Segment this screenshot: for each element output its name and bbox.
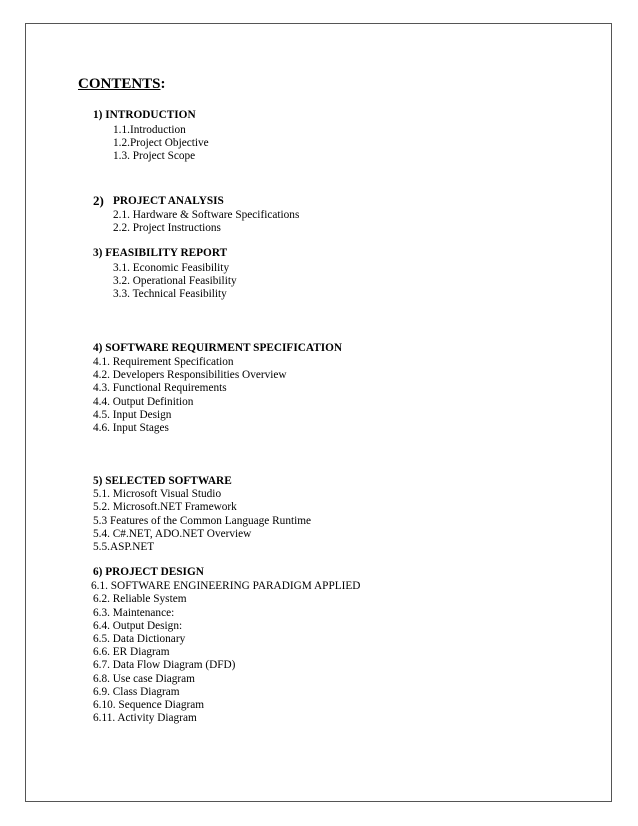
toc-item: 2.2. Project Instructions <box>113 222 221 234</box>
contents-title: CONTENTS <box>78 76 161 92</box>
contents-heading <box>78 76 166 93</box>
toc-item: 4.5. Input Design <box>93 409 172 421</box>
toc-item: 6.1. SOFTWARE ENGINEERING PARADIGM APPLIED <box>91 580 361 592</box>
toc-item: 1.1.Introduction <box>113 124 186 136</box>
toc-item: 3.2. Operational Feasibility <box>113 275 237 287</box>
toc-item: 6.3. Maintenance: <box>93 607 175 619</box>
toc-item: 4.1. Requirement Specification <box>93 356 234 368</box>
toc-item: 6.9. Class Diagram <box>93 686 180 698</box>
toc-item: 5.4. C#.NET, ADO.NET Overview <box>93 528 252 540</box>
section-4-title: 4) SOFTWARE REQUIRMENT SPECIFICATION <box>93 342 343 354</box>
toc-item: 5.3 Features of the Common Language Runtime <box>93 515 312 527</box>
section-5-title: 5) SELECTED SOFTWARE <box>93 475 232 487</box>
section-2-number: 2) <box>93 193 104 208</box>
toc-item: 6.6. ER Diagram <box>93 646 170 658</box>
toc-item: 5.2. Microsoft.NET Framework <box>93 501 237 513</box>
toc-item: 6.5. Data Dictionary <box>93 633 186 645</box>
section-6-title: 6) PROJECT DESIGN <box>93 566 204 578</box>
toc-item: 4.2. Developers Responsibilities Overview <box>93 369 287 381</box>
section-1-title: 1) INTRODUCTION <box>93 109 196 121</box>
toc-item: 6.7. Data Flow Diagram (DFD) <box>93 659 236 671</box>
toc-item: 6.11. Activity Diagram <box>93 712 197 724</box>
toc-item: 4.4. Output Definition <box>93 396 194 408</box>
toc-item: 3.1. Economic Feasibility <box>113 262 230 274</box>
section-3-title: 3) FEASIBILITY REPORT <box>93 247 228 259</box>
toc-item: 2.1. Hardware & Software Specifications <box>113 209 300 221</box>
contents-colon: : <box>160 76 166 92</box>
toc-item: 1.2.Project Objective <box>113 137 209 149</box>
section-2-title: PROJECT ANALYSIS <box>113 195 224 207</box>
toc-item: 6.8. Use case Diagram <box>93 673 195 685</box>
toc-item: 3.3. Technical Feasibility <box>113 288 227 300</box>
toc-item: 6.10. Sequence Diagram <box>93 699 205 711</box>
toc-item: 1.3. Project Scope <box>113 150 196 162</box>
toc-item: 6.4. Output Design: <box>93 620 183 632</box>
toc-item: 5.1. Microsoft Visual Studio <box>93 488 222 500</box>
toc-item: 5.5.ASP.NET <box>93 541 155 553</box>
toc-item: 4.6. Input Stages <box>93 422 169 434</box>
toc-item: 6.2. Reliable System <box>93 593 187 605</box>
toc-item: 4.3. Functional Requirements <box>93 382 227 394</box>
